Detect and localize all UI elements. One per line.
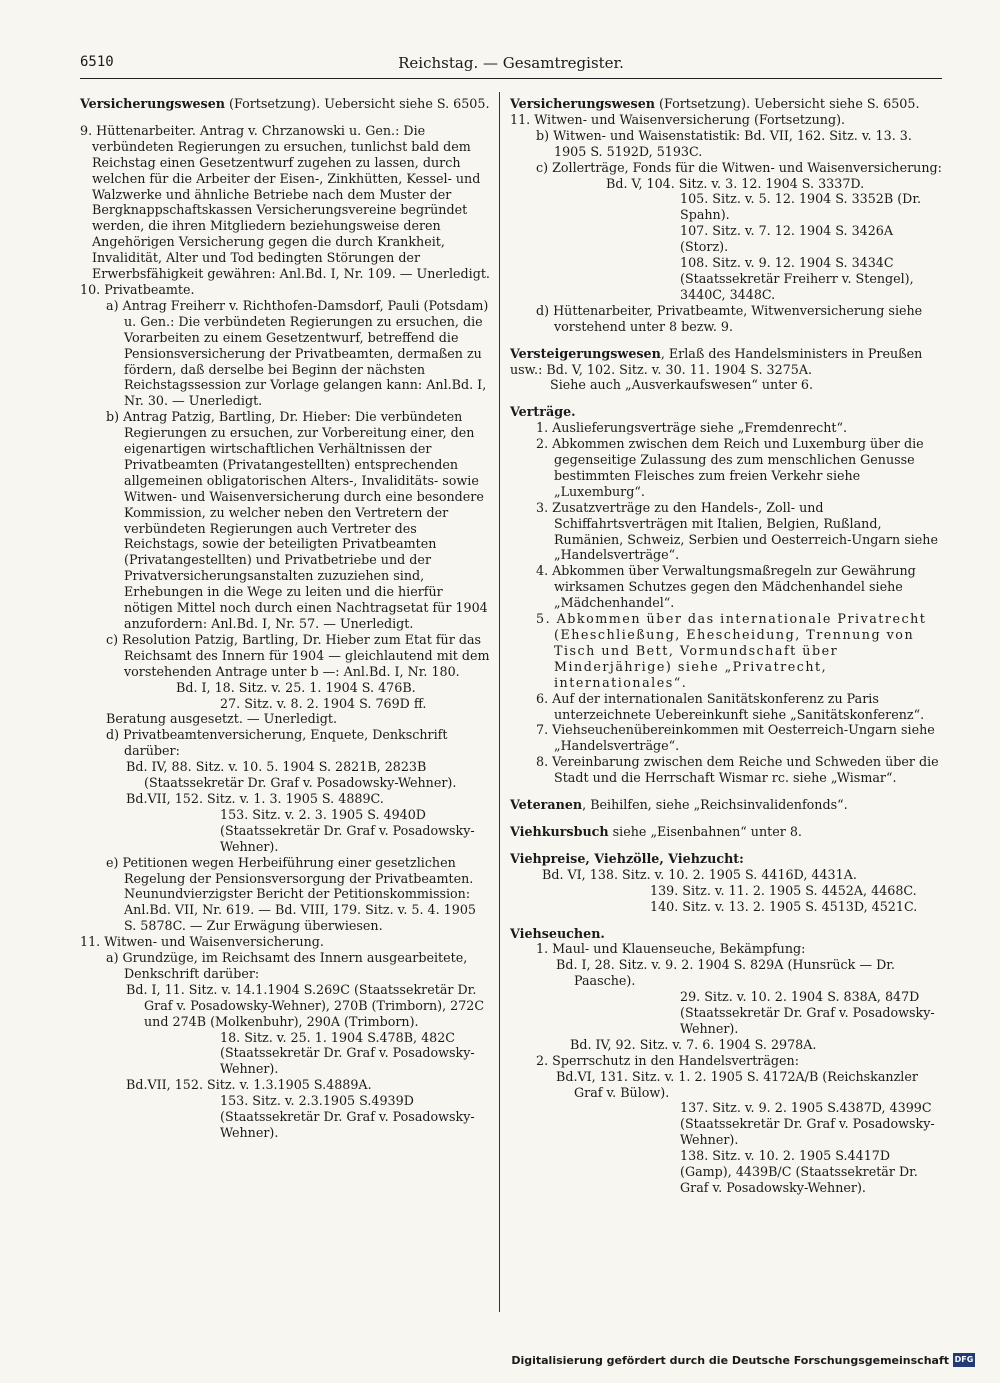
footer-text: Digitalisierung gefördert durch die Deutsche Forschungsgemeinschaft (511, 1354, 949, 1367)
reference-line: 138. Sitz. v. 10. 2. 1905 S.4417D (Gamp), 4439B/C (Staatssekretär Dr. Graf v. Posadowsky-Wehner). (680, 1148, 918, 1195)
subentry: 2. Sperrschutz in den Handelsverträgen: (536, 1052, 800, 1068)
reference-line: 153. Sitz. v. 2.3.1905 S.4939D (Staatssekretär Dr. Graf v. Posadowsky-Wehner). (220, 1093, 475, 1140)
subentry: 2. Abkommen zwischen dem Reich und Luxemburg über die gegenseitige Zulassung des zum menschlichen Genusse bestimmten Fleisches zum freien Verkehr siehe „Luxemburg“. (536, 436, 924, 499)
digitization-footer (511, 1353, 975, 1371)
keyword: Versicherungswesen (80, 96, 226, 111)
subentry: 10. Privatbeamte. (80, 281, 195, 297)
reference-line: 153. Sitz. v. 2. 3. 1905 S. 4940D (Staatssekretär Dr. Graf v. Posadowsky-Wehner). (220, 806, 475, 854)
reference-line: Bd. IV, 92. Sitz. v. 7. 6. 1904 S. 2978A. (570, 1036, 817, 1052)
dfg-logo-icon: DFG (953, 1353, 975, 1367)
subentry: a) Grundzüge, im Reichsamt des Innern ausgearbeitete, Denkschrift darüber: (106, 950, 468, 981)
keyword: Versicherungswesen (510, 96, 656, 111)
subentry: 9. Hüttenarbeiter. Antrag v. Chrzanowski u. Gen.: Die verbündeten Regierungen zu ersuchen, tunlichst bald dem Reichstag einen Gesetzentwurf zugehen zu lassen, durch welchen für die Arbeiter der Eisen-, Zinkhütten, Kessel- und Walzwerke und ähnliche Betriebe nach dem Muster der Bergknappschaftskassen Versicherungsvereine begründet werden, die ihren Mitgliedern beziehungsweise deren Angehörigen Versicherung gegen die durch Krankheit, Invalidität, Alter und Tod bedingten Störungen der Erwerbsfähigkeit gewähren: Anl.Bd. I, Nr. 109. — Unerledigt. (80, 122, 490, 282)
subentry: b) Witwen- und Waisenstatistik: Bd. VII, 162. Sitz. v. 13. 3. 1905 S. 5192D, 5193C. (536, 127, 912, 159)
reference-line: Bd.VI, 131. Sitz. v. 1. 2. 1905 S. 4172A/B (Reichskanzler Graf v. Bülow). (556, 1068, 918, 1100)
subentry: e) Petitionen wegen Herbeiführung einer gesetzlichen Regelung der Pensionsversorgung der Privatbeamten. Neunundvierzigster Bericht der Petitionskommission: Anl.Bd. VII, Nr. 619. — Bd. VIII, 179. Sitz. v. 5. 4. 1905 S. 5878C. — Zur Erwägung überwiesen. (106, 854, 476, 934)
index-entry: Versicherungswesen (Fortsetzung). Uebersicht siehe S. 6505. (80, 96, 490, 111)
reference-line: 107. Sitz. v. 7. 12. 1904 S. 3426A (Storz). (680, 223, 894, 255)
subentry: c) Resolution Patzig, Bartling, Dr. Hieber zum Etat für das Reichsamt des Innern für 1904 — gleichlautend mit dem vorstehenden Antrage unter b —: Anl.Bd. I, Nr. 180. (106, 631, 490, 679)
reference-line: 29. Sitz. v. 10. 2. 1904 S. 838A, 847D (Staatssekretär Dr. Graf v. Posadowsky-Wehner). (680, 989, 935, 1036)
subentry: c) Zollerträge, Fonds für die Witwen- und Waisenversicherung: (536, 159, 942, 175)
index-entry: Versicherungswesen (Fortsetzung). Uebersicht siehe S. 6505. (510, 96, 920, 111)
reference-line: 105. Sitz. v. 5. 12. 1904 S. 3352B (Dr. Spahn). (680, 191, 922, 223)
reference-line: Bd. V, 104. Sitz. v. 3. 12. 1904 S. 3337D. (606, 175, 865, 191)
subentry: 7. Viehseuchenübereinkommen mit Oesterreich-Ungarn siehe „Handelsverträge“. (536, 722, 935, 754)
running-title: Reichstag. — Gesamtregister. (398, 54, 624, 72)
page-header (80, 54, 942, 74)
subentry: b) Antrag Patzig, Bartling, Dr. Hieber: Die verbündeten Regierungen zu ersuchen, zur Vorbereitung einer, den eigenartigen wirtschaftlichen Verhältnissen der Privatbeamten (Privatangestellten) entsprechenden allgemeinen obligatorischen Alters-, Invaliditäts- sowie Witwen- und Waisenversicherung durch eine besondere Kommission, zu welcher neben den Vertretern der verbündeten Regierungen auch Vertreter des Reichstags, sowie der beteiligten Privatbeamten (Privatangestellten) und Privatbetriebe und der Privatversicherungsanstalten zuzuziehen sind, Erhebungen in die Wege zu leiten und die hierfür nötigen Mittel noch durch einen Nachtragsetat für 1904 anzufordern: Anl.Bd. I, Nr. 57. — Unerledigt. (106, 409, 488, 631)
header-rule (80, 78, 942, 79)
reference-line: Bd. I, 18. Sitz. v. 25. 1. 1904 S. 476B. (176, 679, 416, 695)
reference-line: 140. Sitz. v. 13. 2. 1905 S. 4513D, 4521C. (650, 898, 918, 914)
subentry: d) Hüttenarbeiter, Privatbeamte, Witwenversicherung siehe vorstehend unter 8 bezw. 9. (536, 302, 923, 334)
keyword: Veteranen (510, 797, 583, 813)
subentry: 6. Auf der internationalen Sanitätskonferenz zu Paris unterzeichnete Uebereinkunft siehe „Sanitätskonferenz“. (536, 690, 925, 722)
index-entry: Viehkursbuch siehe „Eisenbahnen“ unter 8. (510, 823, 802, 839)
keyword: Viehseuchen. (510, 925, 605, 941)
column-divider (499, 92, 500, 1312)
reference-line: Bd. VI, 138. Sitz. v. 10. 2. 1905 S. 4416D, 4431A. (542, 866, 857, 882)
left-column (80, 96, 490, 1141)
subentry: 1. Maul- und Klauenseuche, Bekämpfung: (536, 941, 806, 957)
reference-line: 108. Sitz. v. 9. 12. 1904 S. 3434C (Staatssekretär Freiherr v. Stengel), 3440C, 3448C. (680, 255, 914, 302)
subentry: 11. Witwen- und Waisenversicherung. (80, 934, 324, 950)
subentry: 4. Abkommen über Verwaltungsmaßregeln zur Gewährung wirksamen Schutzes gegen den Mädchenhandel siehe „Mädchenhandel“. (536, 563, 916, 611)
page-number: 6510 (80, 54, 114, 70)
subentry: d) Privatbeamtenversicherung, Enquete, Denkschrift darüber: (106, 727, 448, 759)
subentry: 8. Vereinbarung zwischen dem Reiche und Schweden über die Stadt und die Herrschaft Wismar rc. siehe „Wismar“. (536, 754, 939, 786)
index-entry: Veteranen, Beihilfen, siehe „Reichsinvalidenfonds“. (510, 797, 848, 813)
subentry: 5. Abkommen über das internationale Privatrecht (Eheschließung, Ehescheidung, Trennung von Tisch und Bett, Vormundschaft über Minderjährige) siehe „Privatrecht, internationales“. (536, 611, 927, 690)
keyword: Versteigerungswesen (510, 345, 661, 361)
cross-reference: Siehe auch „Ausverkaufswesen“ unter 6. (550, 377, 814, 393)
reference-line: 18. Sitz. v. 25. 1. 1904 S.478B, 482C (Staatssekretär Dr. Graf v. Posadowsky-Wehner). (220, 1029, 475, 1077)
subentry: a) Antrag Freiherr v. Richthofen-Damsdorf, Pauli (Potsdam) u. Gen.: Die verbündeten Regierungen zu ersuchen, die Vorarbeiten zu einem Gesetzentwurf, betreffend die Pensionsversicherung der Privatbeamten, dermaßen zu fördern, daß derselbe bei Beginn der nächsten Reichstagssession zur Vorlage gelangen kann: Anl.Bd. I, Nr. 30. — Unerledigt. (106, 297, 489, 409)
reference-line: 137. Sitz. v. 9. 2. 1905 S.4387D, 4399C (Staatssekretär Dr. Graf v. Posadowsky-Wehner). (680, 1100, 935, 1148)
reference-line: Bd.VII, 152. Sitz. v. 1. 3. 1905 S. 4889C. (126, 790, 384, 806)
index-entry: Versteigerungswesen, Erlaß des Handelsministers in Preußen usw.: Bd. V, 102. Sitz. v. 30. 11. 1904 S. 3275A. (510, 345, 923, 377)
subentry: 3. Zusatzverträge zu den Handels-, Zoll- und Schiffahrtsverträgen mit Italien, Belgien, Rußland, Rumänien, Schweiz, Serbien und Oesterreich-Ungarn siehe „Handelsverträge“. (536, 499, 938, 563)
keyword: Verträge. (510, 404, 576, 420)
right-column (510, 96, 942, 1196)
subentry: 1. Auslieferungsverträge siehe „Fremdenrecht“. (536, 420, 848, 436)
keyword: Viehkursbuch (510, 823, 609, 839)
keyword: Viehpreise, Viehzölle, Viehzucht: (510, 850, 744, 866)
subentry: 11. Witwen- und Waisenversicherung (Fortsetzung). (510, 111, 846, 127)
subentry: Beratung ausgesetzt. — Unerledigt. (106, 711, 338, 727)
reference-line: 139. Sitz. v. 11. 2. 1905 S. 4452A, 4468C. (650, 882, 917, 898)
reference-line: Bd.VII, 152. Sitz. v. 1.3.1905 S.4889A. (126, 1077, 372, 1093)
reference-line: Bd. I, 28. Sitz. v. 9. 2. 1904 S. 829A (Hunsrück — Dr. Paasche). (556, 957, 895, 989)
reference-line: Bd. I, 11. Sitz. v. 14.1.1904 S.269C (Staatssekretär Dr. Graf v. Posadowsky-Wehner), 270B (Trimborn), 272C und 274B (Molkenbuhr), 290A (Trimborn). (126, 981, 485, 1029)
reference-line: 27. Sitz. v. 8. 2. 1904 S. 769D ff. (220, 695, 427, 711)
reference-line: Bd. IV, 88. Sitz. v. 10. 5. 1904 S. 2821B, 2823B (Staatssekretär Dr. Graf v. Posadowsky-Wehner). (126, 759, 457, 791)
